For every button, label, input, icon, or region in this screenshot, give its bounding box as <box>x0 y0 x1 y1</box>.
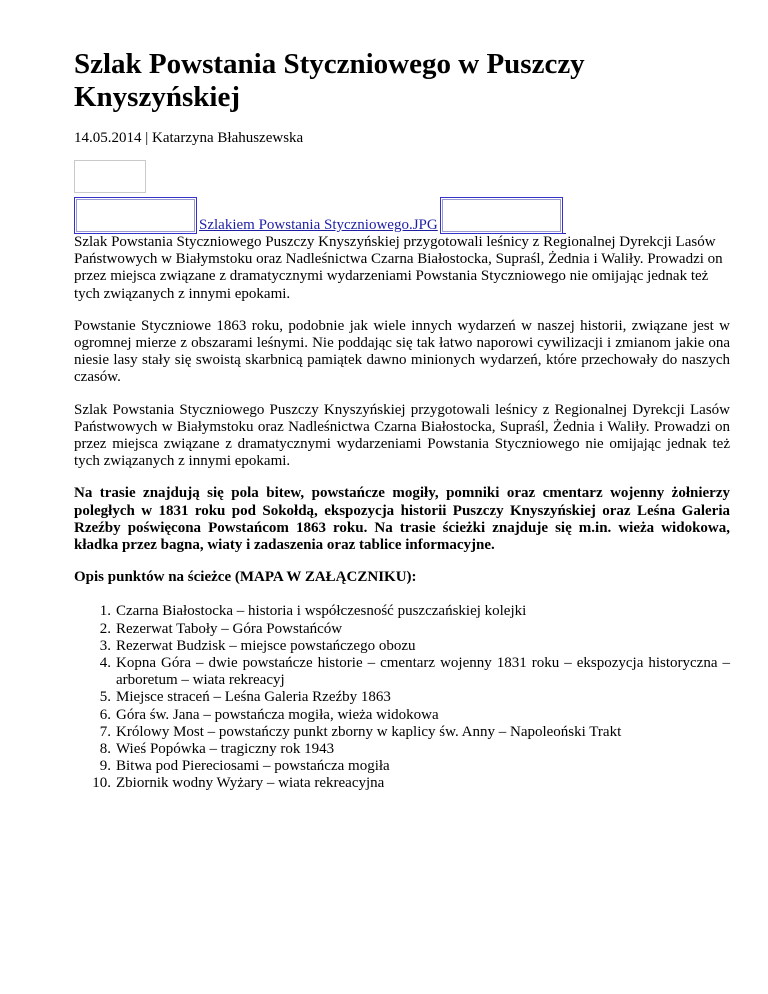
meta-separator: | <box>145 130 149 146</box>
list-item: 8. Wieś Popówka – tragiczny rok 1943 <box>99 741 335 758</box>
image-placeholder-left[interactable] <box>74 197 197 234</box>
list-item: 3. Rezerwat Budzisk – miejsce powstańczego obozu <box>99 637 416 654</box>
list-item: 7. Królowy Most – powstańczy punkt zborny w kaplicy św. Anny – Napoleoński Trakt <box>99 723 622 740</box>
image-placeholder-small <box>74 160 146 193</box>
page-title: Szlak Powstania Styczniowego w Puszczy Knyszyńskiej <box>74 48 585 113</box>
author-name: Katarzyna Błahuszewska <box>152 130 304 146</box>
list-item: 5. Miejsce straceń – Leśna Galeria Rzeźby 1863 <box>99 689 391 706</box>
list-item: 10. Zbiornik wodny Wyżary – wiata rekreacyjna <box>92 775 385 792</box>
image-row <box>74 197 730 234</box>
points-heading: Opis punktów na ścieżce (MAPA W ZAŁĄCZNIKU): <box>74 569 417 586</box>
image-link-right[interactable] <box>440 197 566 234</box>
article <box>74 48 730 793</box>
list-item: 6. Góra św. Jana – powstańcza mogiła, wieża widokowa <box>99 706 439 723</box>
highlights-paragraph: Na trasie znajdują się pola bitew, powstańcze mogiły, pomniki oraz cmentarz wojenny żołnierzy poległych w 1831 roku pod Sokołdą, ekspozycja historii Puszczy Knyszyńskiej oraz Leśna Galeria Rzeźby poświęcona Powstańcom 1863 roku. Na trasie ścieżki znajduje się m.in. wieża widokowa, kładka przez bagna, wiaty i zadaszenia oraz tablice informacyjne. <box>74 485 730 554</box>
history-paragraph: Powstanie Styczniowe 1863 roku, podobnie jak wiele innych wydarzeń w naszej historii, związane jest w ogromnej mierze z obszarami leśnymi. Nie poddając się tak łatwo naporowi cywilizacji i zmianom jakie ona niesie lasy stały się swoistą skarbnicą pamiątek dawno minionych wydarzeń, które przechowały do naszych czasów. <box>74 317 730 386</box>
list-item: 9. Bitwa pod Piereciosami – powstańcza mogiła <box>99 758 390 775</box>
list-item: 1. Czarna Białostocka – historia i współczesność puszczańskiej kolejki <box>99 603 527 620</box>
list-item: 2. Rezerwat Taboły – Góra Powstańców <box>99 620 343 637</box>
list-item: 4. Kopna Góra – dwie powstańcze historie – cmentarz wojenny 1831 roku – ekspozycja historyczna – arboretum – wiata rekreacyj <box>99 655 730 689</box>
image-placeholder-right[interactable] <box>440 197 563 234</box>
trail-paragraph: Szlak Powstania Styczniowego Puszczy Knyszyńskiej przygotowali leśnicy z Regionalnej Dyrekcji Lasów Państwowych w Białymstoku oraz Nadleśnictwa Czarna Białostocka, Supraśl, Żednia i Waliły. Prowadzi on przez miejsca związane z dramatycznymi wydarzeniami Powstania Styczniowego nie omijając jednak też tych związanych z innymi epokami. <box>74 401 730 470</box>
points-list <box>74 603 730 792</box>
publish-date: 14.05.2014 <box>74 130 142 146</box>
image-file-link[interactable]: Szlakiem Powstania Styczniowego.JPG <box>199 217 438 233</box>
article-meta <box>74 129 730 147</box>
intro-paragraph: Szlak Powstania Styczniowego Puszczy Knyszyńskiej przygotowali leśnicy z Regionalnej Dyrekcji Lasów Państwowych w Białymstoku oraz Nadleśnictwa Czarna Białostocka, Supraśl, Żednia i Waliły. Prowadzi on przez miejsca związane z dramatycznymi wydarzeniami Powstania Styczniowego nie omijając jednak też tych związanych z innymi epokami. <box>74 234 723 302</box>
